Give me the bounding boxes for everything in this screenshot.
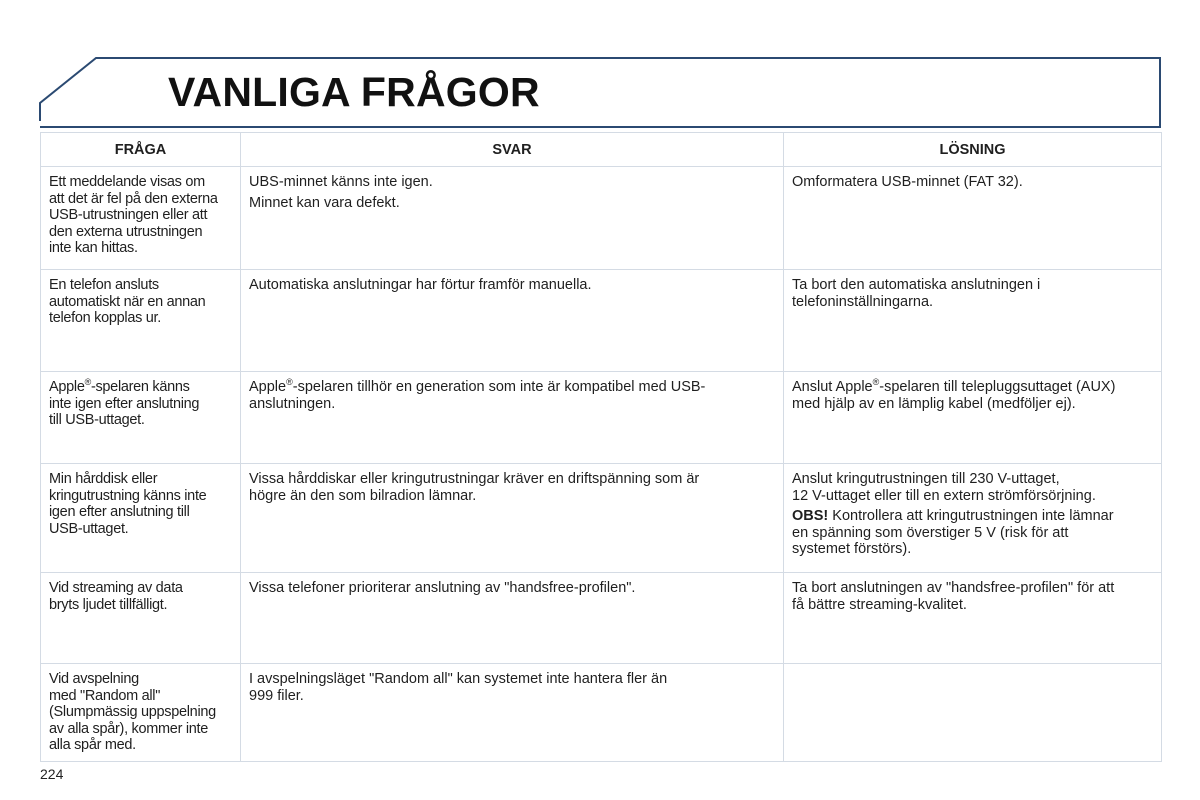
question-line: Vid avspelning	[49, 671, 139, 687]
answer-cell	[241, 664, 784, 762]
question-line: En telefon ansluts	[49, 277, 159, 293]
table-row	[41, 372, 1162, 464]
question-cell	[41, 372, 241, 464]
answer-line: Vissa hårddiskar eller kringutrustningar kräver en driftspänning som är	[249, 471, 700, 487]
solution-note-line: en spänning som överstiger 5 V (risk för att	[792, 524, 1069, 541]
solution-cell	[784, 464, 1162, 573]
answer-line: anslutningen.	[249, 395, 336, 412]
question-line: bryts ljudet tillfälligt.	[49, 596, 168, 613]
question-line: telefon kopplas ur.	[49, 310, 161, 326]
question-line: (Slumpmässig uppspelning	[49, 704, 216, 720]
answer-line: högre än den som bilradion lämnar.	[249, 487, 477, 504]
question-line: inte igen efter anslutning	[49, 395, 200, 412]
solution-text: Anslut Apple	[792, 379, 873, 395]
registered-mark: ®	[84, 377, 91, 388]
question-line: av alla spår), kommer inte	[49, 720, 209, 737]
question-line: USB-utrustningen eller att	[49, 207, 208, 223]
solution-cell	[784, 573, 1162, 664]
question-line: kringutrustning känns inte	[49, 487, 207, 504]
answer-cell	[241, 167, 784, 270]
question-cell	[41, 573, 241, 664]
question-line: med "Random all"	[49, 687, 161, 704]
solution-note-line: systemet förstörs).	[792, 541, 912, 557]
solution-note-line	[792, 508, 1153, 525]
question-line: Vid streaming av data	[49, 580, 183, 596]
question-line: inte kan hittas.	[49, 240, 138, 256]
question-line: igen efter anslutning till	[49, 504, 190, 520]
registered-mark: ®	[872, 377, 880, 388]
solution-line: Ta bort den automatiska anslutningen i	[792, 277, 1041, 293]
solution-note-text: Kontrollera att kringutrustningen inte lämnar	[828, 508, 1114, 524]
question-cell	[41, 464, 241, 573]
question-cell	[41, 167, 241, 270]
answer-paragraph: Minnet kan vara defekt.	[249, 194, 400, 211]
question-line: USB-uttaget.	[49, 520, 129, 537]
solution-line: Anslut kringutrustningen till 230 V-uttaget,	[792, 471, 1060, 487]
answer-cell	[241, 270, 784, 372]
table-row	[41, 664, 1162, 762]
table-row	[41, 167, 1162, 270]
table-row	[41, 573, 1162, 664]
question-line: till USB-uttaget.	[49, 412, 145, 428]
question-text: -spelaren känns	[90, 379, 190, 395]
question-line	[49, 379, 232, 396]
solution-line: telefoninställningarna.	[792, 293, 934, 310]
solution-cell	[784, 372, 1162, 464]
solution-line: få bättre streaming-kvalitet.	[792, 596, 967, 613]
registered-mark: ®	[286, 377, 293, 388]
answer-paragraph: UBS-minnet känns inte igen.	[249, 174, 433, 190]
answer-text: -spelaren tillhör en generation som inte är kompatibel med USB-	[292, 379, 706, 395]
answer-cell	[241, 372, 784, 464]
question-line: Min hårddisk eller	[49, 471, 158, 487]
answer-line: Automatiska anslutningar har förtur framför manuella.	[249, 277, 592, 293]
question-line: alla spår med.	[49, 737, 136, 753]
obs-label: OBS!	[792, 508, 829, 524]
faq-table	[40, 132, 1162, 762]
question-line: automatiskt när en annan	[49, 293, 206, 310]
page-title: VANLIGA FRÅGOR	[168, 69, 540, 115]
page-number: 224	[40, 766, 64, 782]
solution-note	[792, 508, 1153, 558]
solution-line: 12 V-uttaget eller till en extern strömförsörjning.	[792, 487, 1096, 504]
solution-cell	[784, 167, 1162, 270]
answer-line: I avspelningsläget "Random all" kan systemet inte hantera fler än	[249, 671, 668, 687]
answer-line	[249, 379, 775, 396]
solution-cell	[784, 270, 1162, 372]
question-line: Ett meddelande visas om	[49, 174, 205, 190]
solution-line: med hjälp av en lämplig kabel (medföljer ej).	[792, 395, 1076, 412]
solution-line: Omformatera USB-minnet (FAT 32).	[792, 174, 1023, 190]
solution-paragraph	[792, 471, 1153, 504]
solution-line	[792, 379, 1153, 396]
column-header-question: FRÅGA	[41, 133, 241, 167]
table-row	[41, 270, 1162, 372]
table-header-row	[41, 133, 1162, 167]
column-header-solution: LÖSNING	[784, 133, 1162, 167]
answer-line: 999 filer.	[249, 687, 304, 704]
question-cell	[41, 664, 241, 762]
question-line: att det är fel på den externa	[49, 190, 218, 207]
column-header-answer: SVAR	[241, 133, 784, 167]
solution-cell	[784, 664, 1162, 762]
answer-cell	[241, 464, 784, 573]
table-row	[41, 464, 1162, 573]
answer-cell	[241, 573, 784, 664]
solution-text: -spelaren till telepluggsuttaget (AUX)	[879, 379, 1116, 395]
question-text: Apple	[49, 379, 85, 395]
answer-line: Vissa telefoner prioriterar anslutning av "handsfree-profilen".	[249, 580, 636, 596]
answer-text: Apple	[249, 379, 287, 395]
question-cell	[41, 270, 241, 372]
question-line: den externa utrustningen	[49, 223, 203, 240]
solution-line: Ta bort anslutningen av "handsfree-profilen" för att	[792, 580, 1115, 596]
